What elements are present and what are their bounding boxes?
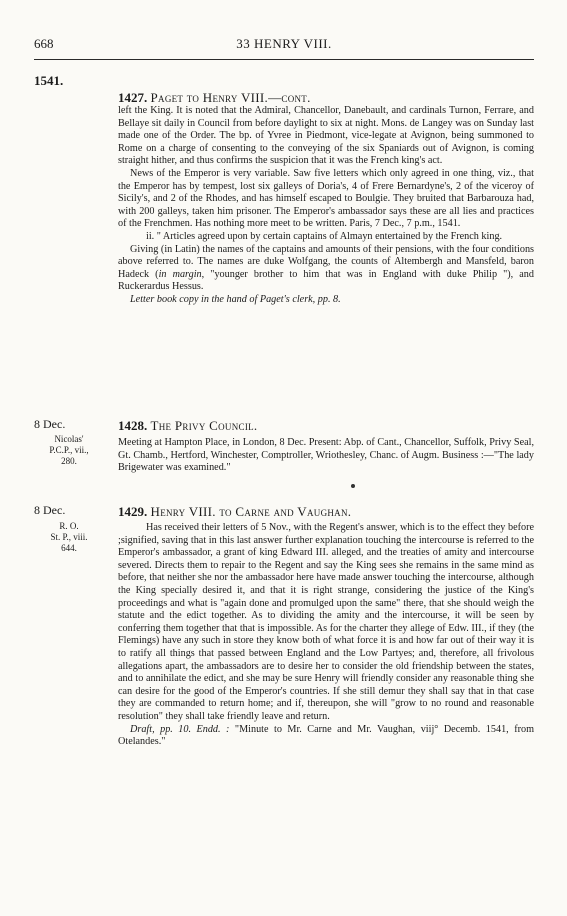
entry-number: 1427. (118, 90, 148, 105)
decorative-dot (351, 484, 355, 488)
source-note-label: Draft, pp. 10. Endd. : (130, 723, 230, 735)
entry-1427 (118, 90, 534, 307)
source-ref: Nicolas' (54, 434, 84, 444)
source-ref: St. P., viii. (50, 532, 88, 542)
source-ref: R. O. (59, 521, 79, 531)
entry-title (118, 504, 534, 519)
entry-heading: Paget to Henry VIII.—cont. (150, 90, 311, 105)
running-title: 33 HENRY VIII. (236, 36, 332, 51)
entry-number: 1429. (118, 504, 148, 519)
source-ref: 280. (61, 456, 77, 466)
header-rule (34, 59, 534, 60)
page-number: 668 (34, 36, 54, 51)
entry-paragraph: ii. " Articles agreed upon by certain captains of Almayn entertained by the French king. (146, 230, 503, 242)
paragraph-text: Giving (in Latin) the names of the captains and amounts of their pensions, with the four conditions above referred to. The names are duke Wolfgang, the counts of Altembergh and Mansfeld, baron Hadeck ( (118, 243, 534, 280)
entry-paragraph: News of the Emperor is very variable. Saw five letters which only agreed in one thing, viz., that the Emperor has by tempest, lost six galleys of Doria's, 4 of Frere Bernardyne's, 2 of the viceroy of Sicily's, and 2 of the Rhodes, and has himself escaped to Boulgie. They bruited that Barbarouza had, with 200 galleys, taken him prisoner. The Emperor's ambassador says these are all lies and practices of the Frenchmen. Has nothing more meet to be written. Paris, 7 Dec., 7 p.m., 1541. (118, 167, 534, 230)
source-ref: 644. (61, 543, 77, 553)
entry-date: 8 Dec. (34, 417, 66, 431)
entry-title (118, 418, 534, 433)
entry-title (118, 90, 534, 105)
entry-paragraph: left the King. It is noted that the Admiral, Chancellor, Danebault, and cardinals Turnon, Ferrare, and Bellaye sit daily in Council from before daylight to six at night. Mons. de Langey was on Sunday last made one of the Order. The bp. of Yvree in Piedmont, vice-legate at Avignon, being summoned to Rome on a charge of consenting to the conveying of the six Spaniards out of Avignon, is coming straight hither, and thus confirms the suspicion that it was the French king's act. (118, 105, 534, 167)
source-note (118, 724, 534, 749)
entry-paragraph: Has received their letters of 5 Nov., with the Regent's answer, which is to the effect they before ;signified, saving that in this last answer further explanation touching the intercourse is referred to the Emperor's ambassador, a grant of king Edward III. alleged, and the treaties of amity and intercourse severed. Directs them to repair to the Regent and say the King sees she remains in the same mind as before, that neither she nor the ambassador here have made answer touching the intercourse, although the King specially desired it, and that it is right strange, considering the justice of the King's proceedings and what is "again done and promulged upon the same" there, that she should weigh the statute and the edict together. As to dividing the amity and the intercourse, it will be seen by conferring them together that that is impossible. As for the charter they allege of Edw. III., if they (the Flemings) have any such in store they know both of what force it is and how far out of their way it is to ratify all things that passed between England and the Low Partyes; and, therefore, all frivolous allegations apart, the ambassadors are to desire her to consider the old friendship between the states, and to annihilate the edict, and she may be sure Henry will friendly consider any reasonable thing she can desire for the good of the Emperor's countries. If she still demur they shall say that in that case they are commanded to return home; and if, thereupon, she will "grow to no round and reasonable resolution" they shall take friendly leave and return. (118, 522, 534, 722)
paragraph-text: , "younger brother to him that was in England with duke Philip "), and Ruckerardus Hessus. (118, 268, 534, 293)
entry-number: 1428. (118, 418, 148, 433)
entry-1428-margin (34, 418, 104, 467)
page-header (34, 36, 534, 56)
entry-paragraph (118, 244, 534, 294)
entry-date: 8 Dec. (34, 503, 66, 517)
entry-heading: Henry VIII. to Carne and Vaughan. (150, 504, 352, 519)
marginal-note-label: in margin (158, 268, 202, 280)
entry-heading: The Privy Council. (150, 418, 258, 433)
entry-paragraph: Meeting at Hampton Place, in London, 8 Dec. Present: Abp. of Cant., Chancellor, Suffolk, Privy Seal, Gt. Chamb., Hertford, Winchester, Comptroller, Wriothesley, Chanc. of Augm. Business :—"The lady Brigewater was examined." (118, 437, 534, 474)
entry-1428 (118, 418, 534, 475)
entry-1429-margin (34, 504, 104, 554)
year-marker: 1541. (34, 73, 64, 88)
source-note: Letter book copy in the hand of Paget's clerk, pp. 8. (130, 293, 341, 305)
endorsement-text: "Minute to Mr. Carne and Mr. Vaughan, viij° Decemb. 1541, from Otelandes." (118, 723, 534, 748)
entry-1429 (118, 504, 534, 749)
source-ref: P.C.P., vii., (49, 445, 89, 455)
